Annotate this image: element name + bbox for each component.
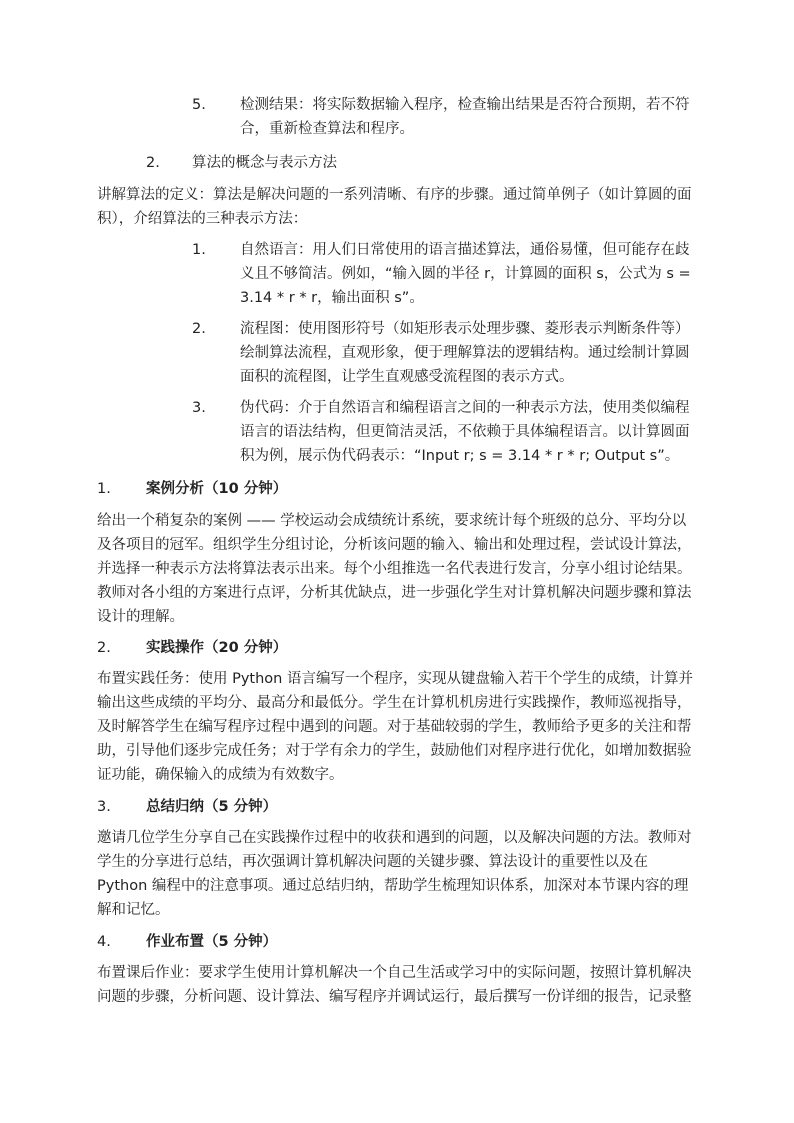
list-number: 3. — [192, 400, 206, 416]
heading-number: 1. — [97, 481, 111, 497]
paragraph-line: 问题的步骤，分析问题、设计算法、编写程序并调试运行，最后撰写一份详细的报告，记录整 — [97, 989, 692, 1005]
list-item-line: 流程图：使用图形符号（如矩形表示处理步骤、菱形表示判断条件等） — [240, 321, 690, 337]
paragraph-line: 教师对各小组的方案进行点评，分析其优缺点，进一步强化学生对计算机解决问题步骤和算法 — [97, 585, 692, 601]
heading-title: 案例分析（10 分钟） — [146, 481, 288, 497]
list-number: 5. — [192, 97, 206, 113]
paragraph-line: Python 编程中的注意事项。通过总结归纳，帮助学生梳理知识体系，加深对本节课内容的理 — [97, 878, 689, 894]
heading-number: 2. — [97, 640, 111, 656]
list-item-line: 积为例，展示伪代码表示：“Input r; s = 3.14 * r * r; Output s”。 — [240, 448, 680, 464]
list-item-line: 伪代码：介于自然语言和编程语言之间的一种表示方法，使用类似编程 — [240, 400, 690, 416]
paragraph-line: 布置实践任务：使用 Python 语言编写一个程序，实现从键盘输入若干个学生的成绩，计算并 — [97, 671, 693, 687]
paragraph-line: 邀请几位学生分享自己在实践操作过程中的收获和遇到的问题，以及解决问题的方法。教师对 — [97, 830, 692, 846]
paragraph-line: 布置课后作业：要求学生使用计算机解决一个自己生活或学习中的实际问题，按照计算机解决 — [97, 965, 692, 981]
list-number: 1. — [192, 242, 206, 258]
paragraph-line: 解和记忆。 — [97, 902, 170, 918]
paragraph-line: 并选择一种表示方法将算法表示出来。每个小组推选一名代表进行发言，分享小组讨论结果。 — [97, 561, 692, 577]
paragraph-line: 讲解算法的定义：算法是解决问题的一系列清晰、有序的步骤。通过简单例子（如计算圆的面 — [97, 187, 692, 203]
list-item-line: 绘制算法流程，直观形象，便于理解算法的逻辑结构。通过绘制计算圆 — [240, 345, 690, 361]
paragraph-line: 学生的分享进行总结，再次强调计算机解决问题的关键步骤、算法设计的重要性以及在 — [97, 854, 648, 870]
list-item-line: 语言的语法结构，但更简洁灵活，不依赖于具体编程语言。以计算圆面 — [240, 424, 690, 440]
paragraph-line: 及时解答学生在编写程序过程中遇到的问题。对于基础较弱的学生，教师给予更多的关注和帮 — [97, 719, 692, 735]
paragraph-line: 及各项目的冠军。组织学生分组讨论，分析该问题的输入、输出和处理过程，尝试设计算法， — [97, 537, 692, 553]
heading-number: 3. — [97, 799, 111, 815]
list-item-line: 义且不够简洁。例如，“输入圆的半径 r，计算圆的面积 s，公式为 s = — [240, 266, 691, 282]
list-item-line: 自然语言：用人们日常使用的语言描述算法，通俗易懂，但可能存在歧 — [240, 242, 690, 258]
heading-title: 实践操作（20 分钟） — [146, 640, 288, 656]
list-item-line: 3.14 * r * r，输出面积 s”。 — [240, 290, 424, 306]
paragraph-line: 助，引导他们逐步完成任务；对于学有余力的学生，鼓励他们对程序进行优化，如增加数据验 — [97, 743, 692, 759]
paragraph-line: 设计的理解。 — [97, 609, 184, 625]
paragraph-line: 输出这些成绩的平均分、最高分和最低分。学生在计算机机房进行实践操作，教师巡视指导， — [97, 695, 692, 711]
paragraph-line: 证功能，确保输入的成绩为有效数字。 — [97, 767, 344, 783]
list-item-line: 检测结果：将实际数据输入程序，检查输出结果是否符合预期，若不符 — [240, 97, 690, 113]
paragraph-line: 积），介绍算法的三种表示方法： — [97, 211, 308, 227]
heading-title: 总结归纳（5 分钟） — [146, 799, 278, 815]
list-item-line: 合，重新检查算法和程序。 — [240, 121, 414, 137]
section-number: 2. — [146, 155, 160, 171]
heading-number: 4. — [97, 934, 111, 950]
section-title: 算法的概念与表示方法 — [192, 155, 337, 171]
list-number: 2. — [192, 321, 206, 337]
list-item-line: 面积的流程图，让学生直观感受流程图的表示方式。 — [240, 369, 574, 385]
paragraph-line: 给出一个稍复杂的案例 —— 学校运动会成绩统计系统，要求统计每个班级的总分、平均分以 — [97, 513, 687, 529]
heading-title: 作业布置（5 分钟） — [146, 934, 278, 950]
